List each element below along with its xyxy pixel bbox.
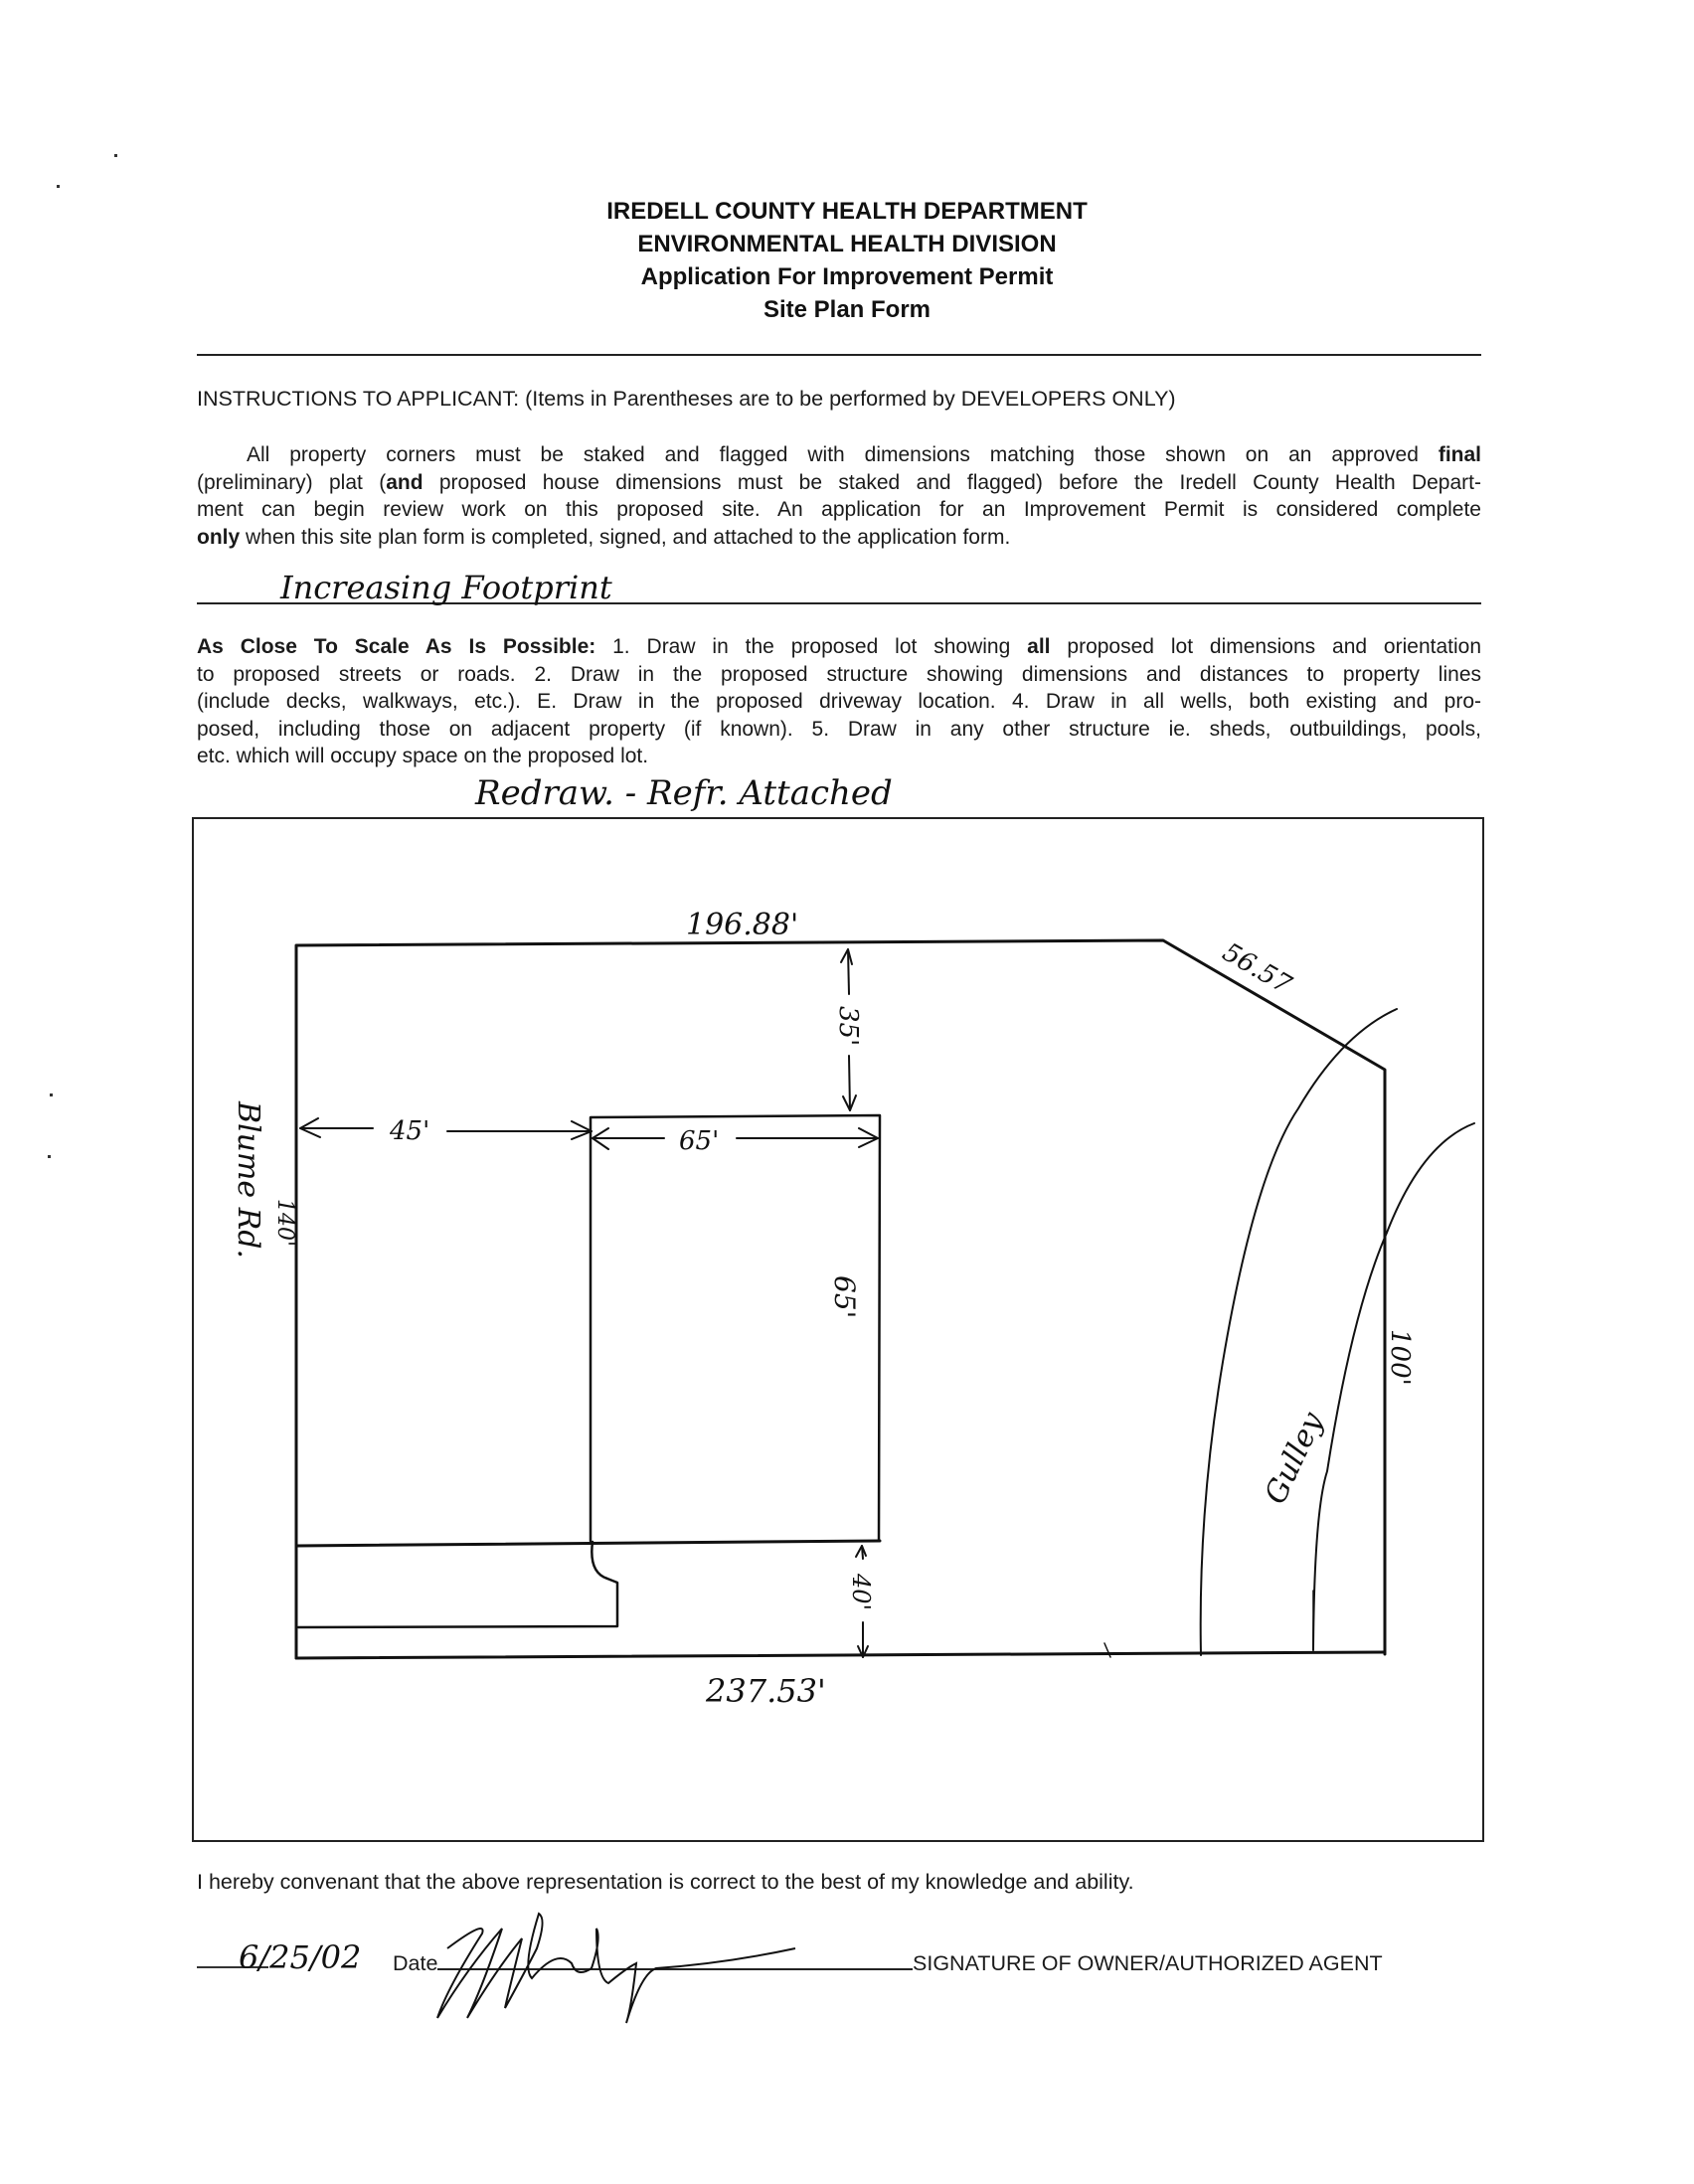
signature-scribble bbox=[427, 1909, 885, 2028]
gulley-edge-left bbox=[1201, 1009, 1397, 1655]
date-label: Date bbox=[393, 1951, 438, 1975]
paragraph-line: posed, including those on adjacent property (if known). 5. Draw in any other structure ie. sheds, outbuildings, pools, bbox=[197, 717, 1481, 741]
house-outline bbox=[591, 1115, 880, 1541]
lot-bottom-line bbox=[296, 1652, 1385, 1658]
paragraph-line: etc. which will occupy space on the proposed lot. bbox=[197, 745, 649, 767]
driveway bbox=[298, 1542, 617, 1627]
gulley-edge-middle bbox=[1313, 1123, 1474, 1650]
form-subtitle: Site Plan Form bbox=[762, 296, 932, 323]
paragraph-line: only when this site plan form is completed, signed, and attached to the application form. bbox=[197, 525, 1011, 549]
lot-right-dimension: 100' bbox=[1385, 1329, 1415, 1386]
paragraph-line: ment can begin review work on this proposed site. An application for an Improvement Permit is considered complete bbox=[197, 498, 1481, 521]
division-title: ENVIRONMENTAL HEALTH DIVISION bbox=[637, 231, 1057, 257]
setback-left-label: 45' bbox=[390, 1116, 430, 1146]
house-depth-label: 65' bbox=[828, 1275, 861, 1319]
lot-left-dimension: 140' bbox=[272, 1199, 297, 1248]
handwritten-note: Increasing Footprint bbox=[280, 569, 612, 606]
dim-35-arrow-top bbox=[841, 949, 852, 964]
paragraph-line: (preliminary) plat (and proposed house dimensions must be staked and flagged) before the Iredell County Health Depart- bbox=[197, 470, 1481, 494]
lot-top-dimension: 196.88' bbox=[686, 908, 799, 942]
signature-stroke bbox=[437, 1914, 795, 2023]
gulley-label: Gulley bbox=[1258, 1407, 1331, 1510]
paragraph-line: As Close To Scale As Is Possible: 1. Draw in the proposed lot showing all proposed lot dimensions and orientation bbox=[197, 635, 1481, 658]
road-name: Blume Rd. bbox=[231, 1101, 265, 1260]
handwritten-redraw-note: Redraw. - Refr. Attached bbox=[475, 773, 893, 813]
signature-label: SIGNATURE OF OWNER/AUTHORIZED AGENT bbox=[913, 1951, 1383, 1975]
department-title: IREDELL COUNTY HEALTH DEPARTMENT bbox=[606, 198, 1088, 225]
dim-40-arrow-top bbox=[856, 1546, 866, 1557]
date-value: 6/25/02 bbox=[239, 1938, 362, 1976]
house-width-label: 65' bbox=[679, 1126, 720, 1156]
house-front-line bbox=[296, 1541, 880, 1546]
setback-rear-label: 40' bbox=[847, 1574, 875, 1611]
instructions-title: INSTRUCTIONS TO APPLICANT: (Items in Parentheses are to be performed by DEVELOPERS ONLY) bbox=[197, 387, 1176, 411]
setback-front-label: 35' bbox=[833, 1006, 863, 1047]
paragraph-line: (include decks, walkways, etc.). E. Draw in the proposed driveway location. 4. Draw in all wells, both existing and pro- bbox=[197, 690, 1481, 713]
lot-bottom-dimension: 237.53' bbox=[706, 1672, 826, 1710]
certification-statement: I hereby convenant that the above representation is correct to the best of my knowledge and ability. bbox=[197, 1870, 1134, 1894]
form-title: Application For Improvement Permit bbox=[640, 263, 1054, 290]
paragraph-line: to proposed streets or roads. 2. Draw in the proposed structure showing dimensions and distances to property lines bbox=[197, 662, 1481, 686]
paragraph-line: All property corners must be staked and flagged with dimensions matching those shown on an approved final bbox=[247, 443, 1481, 466]
dim-35-line-bottom bbox=[849, 1056, 850, 1110]
lot-diagonal-dimension: 56.57 bbox=[1217, 937, 1296, 1001]
